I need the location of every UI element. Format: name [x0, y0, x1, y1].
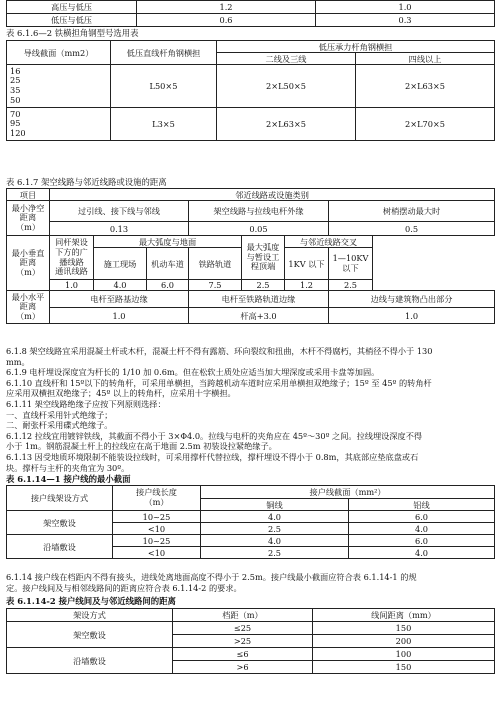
same-pole-header: 同杆架设 下方的广 播线路 通讯线路: [50, 236, 94, 280]
header-method: 架设方式: [7, 609, 173, 622]
table-cell: 0.13: [50, 222, 189, 236]
row-label-vertical: 最小垂直 距离 （m）: [7, 236, 50, 291]
header-section: 接户线截面（mm²）: [201, 486, 495, 499]
header-two-three: 二线及三线: [217, 53, 356, 65]
paragraph-line: 一、直线杆采用针式绝缘子；: [6, 409, 113, 420]
table-cell: 10~25: [113, 535, 201, 547]
table-caption: 表 6.1.14-2 接户线间及与邻近线路间的距离: [6, 596, 176, 606]
conductor-sizes: 16 25 35 50: [7, 65, 111, 108]
method-overhead: 架空敷设: [7, 511, 113, 535]
table-cell: 0.05: [189, 222, 329, 236]
table-cell: L3×5: [111, 108, 217, 141]
paragraph-line: 6.1.12 拉线宜用镀锌铁线，其截面不得小于 3×Φ4.0。拉线与电杆的夹角应在 45º～30º 之间。拉线埋设深度不得: [6, 430, 423, 441]
table-cell: 1.0: [50, 280, 94, 291]
table-cell: 1.0: [316, 1, 495, 14]
header-copper: 铜线: [201, 499, 349, 511]
table-row: [7, 108, 495, 141]
table-cell: 边线与建筑物凸出部分: [329, 291, 495, 308]
table-cell: 7.5: [189, 280, 242, 291]
table-cell: 4.0: [201, 511, 349, 523]
header-item: 项目: [7, 189, 50, 201]
paragraph-line: 6.1.8 架空线路宜采用混凝土杆或木杆，混凝土杆不得有露筋、环向裂纹和扭曲，木杆不得腐朽，其梢径不得小于 130: [6, 346, 433, 356]
row-label: 高压与低压: [7, 1, 137, 14]
header-distance: 线间距离（mm）: [313, 609, 495, 622]
table-cell: L50×5: [111, 65, 217, 108]
header-road: 机动车道: [147, 248, 189, 280]
voltage-distance-table: [6, 0, 495, 27]
table-cell: 2.5: [329, 280, 373, 291]
method-wall: 沿墙敷设: [7, 648, 173, 674]
table-caption: 表 6.1.6—2 铁横担角钢型号选用表: [6, 28, 139, 38]
table-cell: 1.0: [50, 308, 189, 324]
table-row: [7, 648, 495, 661]
table-caption: 表 6.1.14—1 接户线的最小截面: [6, 474, 131, 484]
paragraph-line: 6.1.10 直线杆和 15º以下的转角杆，可采用单横担，当跨越机动车道时应采用单横担双绝缘子；15º 至 45º 的转角杆: [6, 377, 432, 388]
table-cell: 0.5: [329, 222, 495, 236]
spacing-table: [6, 608, 495, 674]
table-cell: 0.3: [316, 14, 495, 27]
row-label: 低压与低压: [7, 14, 137, 27]
table-cell: 架空线路与拉线电杆外缘: [189, 201, 329, 222]
paragraph-line: 二、耐张杆采用碟式绝缘子。: [6, 420, 113, 431]
table-cell: 2×L70×5: [356, 108, 495, 141]
header-method: 接户线架设方式: [7, 486, 113, 511]
body-text: [6, 572, 496, 593]
table-cell: 6.0: [349, 535, 495, 547]
adjacent-distance-table: [6, 188, 495, 324]
table-cell: 100: [313, 648, 495, 661]
min-section-table: [6, 485, 495, 559]
table-cell: 2.5: [201, 547, 349, 559]
table-cell: 杆高+3.0: [189, 308, 329, 324]
conductor-sizes: 70 95 120: [7, 108, 111, 141]
table-cell: 1.2: [285, 280, 329, 291]
table-cell: 2×L63×5: [217, 108, 356, 141]
header-site: 施工现场: [94, 248, 147, 280]
table-cell: 树梢摆动最大时: [329, 201, 495, 222]
table-cell: 150: [313, 622, 495, 635]
paragraph-line: mm。: [6, 356, 30, 367]
table-cell: 150: [313, 661, 495, 674]
table-cell: 2×L50×5: [217, 65, 356, 108]
paragraph-line: 6.1.14 接户线在档距内不得有接头，进线处离地面高度不得小于 2.5m。接户线最小截面应符合表 6.1.14-1 的规: [6, 572, 417, 582]
table-cell: 1.2: [137, 1, 316, 14]
table-cell: 6.0: [349, 511, 495, 523]
table-cell: ≤6: [173, 648, 313, 661]
cross-arm-table: [6, 40, 495, 141]
table-cell: 2.5: [201, 523, 349, 535]
table-row: [7, 14, 495, 27]
table-cell: <10: [113, 547, 201, 559]
table-row: [7, 1, 495, 14]
table-cell: >25: [173, 635, 313, 648]
header-length: 接户线长度 （m）: [113, 486, 201, 511]
table-row: [7, 308, 495, 324]
table-row: [7, 535, 495, 547]
table-cell: 4.0: [349, 523, 495, 535]
table-cell: ≤25: [173, 622, 313, 635]
body-text: [6, 346, 496, 473]
table-caption: 表 6.1.7 架空线路与邻近线路或设施的距离: [6, 177, 167, 187]
header-category: 邻近线路或设施类别: [50, 189, 495, 201]
table-cell: 10~25: [113, 511, 201, 523]
table-cell: 过引线、接下线与邻线: [50, 201, 189, 222]
header-low-straight: 低压直线杆角钢横担: [111, 41, 217, 65]
paragraph-line: 6.1.11 架空线路绝缘子应按下列原则选择：: [6, 398, 166, 409]
table-cell: 4.0: [201, 535, 349, 547]
table-cell: 200: [313, 635, 495, 648]
header-rail: 铁路轨道: [189, 248, 242, 280]
table-row: [7, 65, 495, 108]
header-1kv: 1KV 以下: [285, 248, 329, 280]
header-aluminum: 铝线: [349, 499, 495, 511]
method-wall: 沿墙敷设: [7, 535, 113, 559]
header-span: 档距（m）: [173, 609, 313, 622]
table-row: [7, 280, 495, 291]
table-row: [7, 511, 495, 523]
table-cell: 4.0: [94, 280, 147, 291]
header-conductor: 导线截面（mm2）: [7, 41, 111, 65]
header-max-sag-roof: 最大弧度 与暂设工 程顶端: [242, 236, 285, 280]
table-cell: 1.0: [329, 308, 495, 324]
table-cell: 2.5: [242, 280, 285, 291]
table-cell: 0.6: [137, 14, 316, 27]
row-label-clearance: 最小净空 距离 （m）: [7, 201, 50, 236]
paragraph-line: 小于 1m。钢筋混凝土杆上的拉线应在高于地面 2.5m 初装设拉紧绝缘子。: [6, 441, 277, 452]
table-cell: >6: [173, 661, 313, 674]
paragraph-line: 应采用双横担双绝缘子；45º 以上的转角杆，应采用十字横担。: [6, 388, 236, 399]
header-four: 四线以上: [356, 53, 495, 65]
table-cell: 2×L63×5: [356, 65, 495, 108]
header-strain: 低压承力杆角钢横担: [217, 41, 495, 53]
paragraph-line: 6.1.9 电杆埋设深度宜为杆长的 1/10 加 0.6m。但在松软土质处应适当加大埋深度或采用卡盘等加固。: [6, 367, 380, 378]
paragraph-line: 定。接户线间及与相邻线路间的距离应符合表 6.1.14-2 的要求。: [6, 582, 242, 593]
table-cell: 电杆至路基边缘: [50, 291, 189, 308]
table-cell: 电杆至铁路轨道边缘: [189, 291, 329, 308]
table-cell: <10: [113, 523, 201, 535]
method-overhead: 架空敷设: [7, 622, 173, 648]
paragraph-line: 块。撑杆与主杆的夹角宜为 30º。: [6, 462, 130, 473]
paragraph-line: 6.1.13 因受地质环境限制不能装设拉线时，可采用撑杆代替拉线，撑杆埋设不得小于 0.8m，其底部应垫底盘或石: [6, 451, 419, 462]
table-cell: 4.0: [349, 547, 495, 559]
header-cross: 与邻近线路交叉: [285, 236, 373, 248]
header-max-sag-ground: 最大弧度与地面: [94, 236, 242, 248]
table-row: [7, 622, 495, 635]
row-label-horizontal: 最小水平 距离 （m）: [7, 291, 50, 324]
header-10kv: 1—10KV 以下: [329, 248, 373, 280]
table-cell: 6.0: [147, 280, 189, 291]
